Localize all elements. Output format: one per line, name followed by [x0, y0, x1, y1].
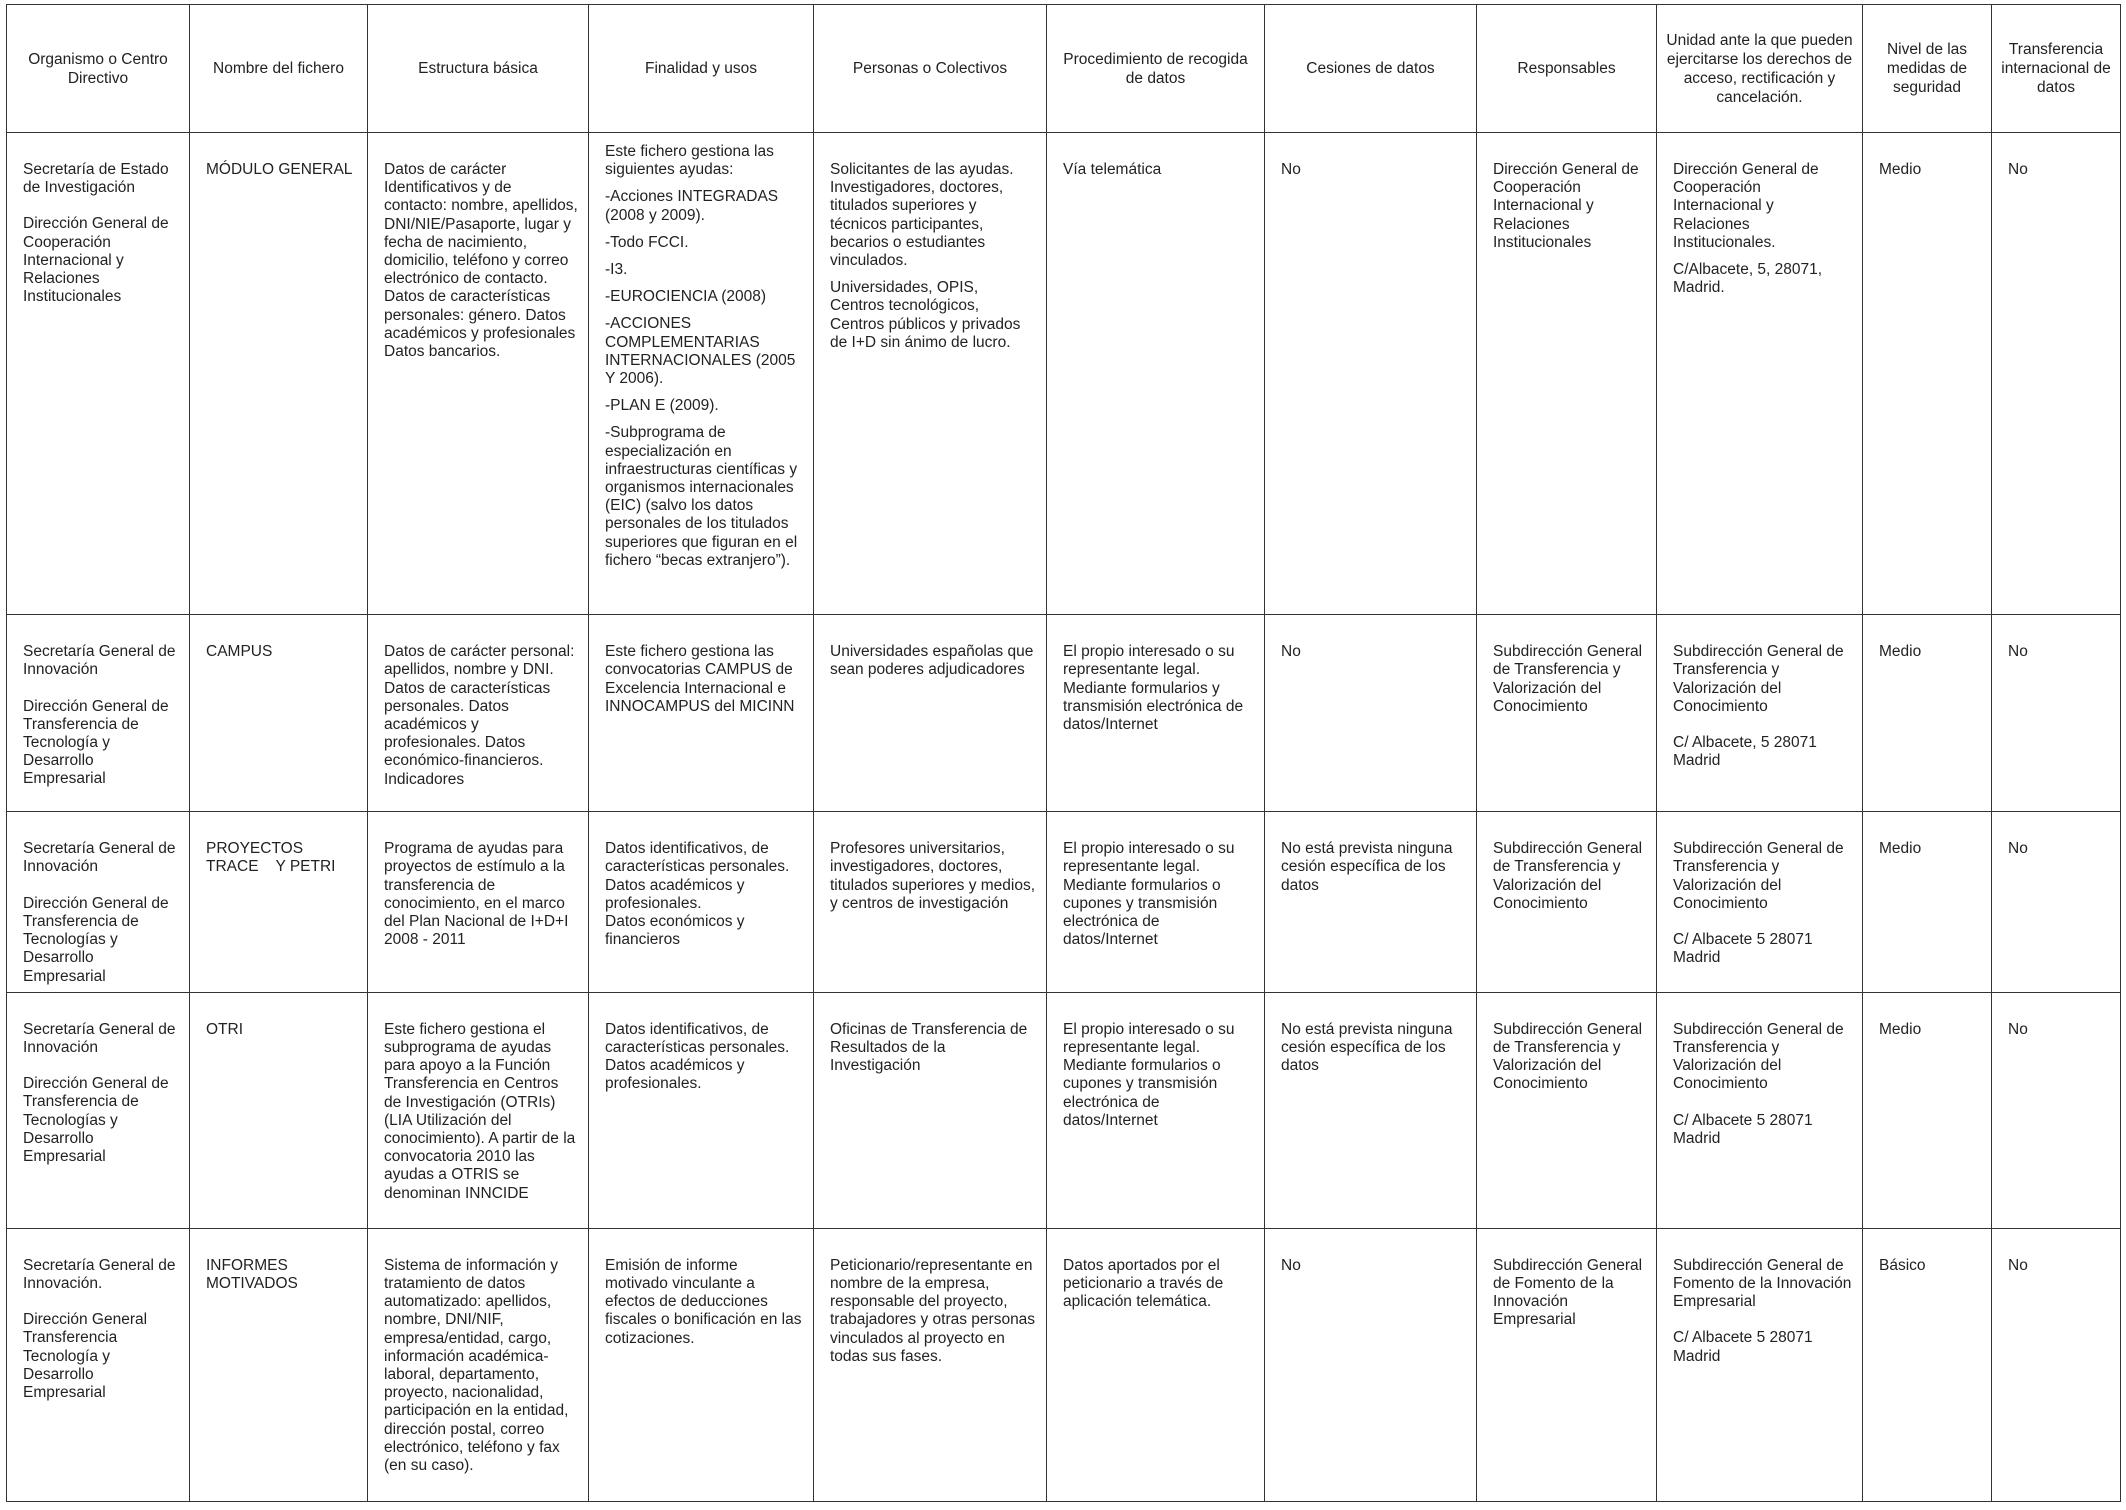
cell-fichero: INFORMES MOTIVADOS [190, 1228, 368, 1501]
cell-fichero: MÓDULO GENERAL [190, 133, 368, 615]
cell-finalidad: Datos identificativos, de características personales. Datos académicos y profesionales. Datos económicos y financieros [589, 812, 814, 992]
cell-nivel: Básico [1863, 1228, 1992, 1501]
cell-transferencia: No [1992, 992, 2121, 1228]
header-personas: Personas o Colectivos [814, 5, 1047, 133]
cell-unidad: Subdirección General de Transferencia y Valorización del Conocimiento C/ Albacete 5 28071 Madrid [1657, 992, 1863, 1228]
table-row [7, 1228, 2121, 1501]
cell-personas: Universidades españolas que sean poderes adjudicadores [814, 615, 1047, 812]
table-row [7, 615, 2121, 812]
cell-organismo: Secretaría General de Innovación Dirección General de Transferencia de Tecnología y Desarrollo Empresarial [7, 615, 190, 812]
cell-organismo: Secretaría General de Innovación Dirección General de Transferencia de Tecnologías y Desarrollo Empresarial [7, 812, 190, 992]
cell-unidad: Dirección General de Cooperación Internacional y Relaciones Institucionales. C/Albacete, 5, 28071, Madrid. [1657, 133, 1863, 615]
cell-personas: Peticionario/representante en nombre de la empresa, responsable del proyecto, trabajadores y otras personas vinculados al proyecto en todas sus fases. [814, 1228, 1047, 1501]
cell-finalidad: Emisión de informe motivado vinculante a efectos de deducciones fiscales o bonificación en las cotizaciones. [589, 1228, 814, 1501]
cell-estructura: Datos de carácter Identificativos y de contacto: nombre, apellidos, DNI/NIE/Pasaporte, lugar y fecha de nacimiento, domicilio, teléfono y correo electrónico de contacto. Datos de características personales: género. Datos académicos y profesionales Datos bancarios. [368, 133, 589, 615]
cell-nivel: Medio [1863, 992, 1992, 1228]
cell-unidad: Subdirección General de Transferencia y Valorización del Conocimiento C/ Albacete, 5 28071 Madrid [1657, 615, 1863, 812]
cell-transferencia: No [1992, 615, 2121, 812]
header-fichero: Nombre del fichero [190, 5, 368, 133]
table-row [7, 133, 2121, 615]
cell-procedimiento: Vía telemática [1047, 133, 1265, 615]
cell-personas: Oficinas de Transferencia de Resultados de la Investigación [814, 992, 1047, 1228]
cell-estructura: Este fichero gestiona el subprograma de ayudas para apoyo a la Función Transferencia en Centros de Investigación (OTRIs) (LIA Utilización del conocimiento). A partir de la convocatoria 2010 las ayudas a OTRIS se denominan INNCIDE [368, 992, 589, 1228]
cell-fichero: PROYECTOS TRACE Y PETRI [190, 812, 368, 992]
header-row [7, 5, 2121, 133]
cell-cesiones: No [1265, 615, 1477, 812]
table-row [7, 812, 2121, 992]
header-estructura: Estructura básica [368, 5, 589, 133]
cell-cesiones: No está prevista ninguna cesión específica de los datos [1265, 992, 1477, 1228]
cell-unidad: Subdirección General de Transferencia y Valorización del Conocimiento C/ Albacete 5 28071 Madrid [1657, 812, 1863, 992]
cell-nivel: Medio [1863, 133, 1992, 615]
header-procedimiento: Procedimiento de recogida de datos [1047, 5, 1265, 133]
cell-nivel: Medio [1863, 615, 1992, 812]
cell-cesiones: No está prevista ninguna cesión específica de los datos [1265, 812, 1477, 992]
cell-organismo: Secretaría General de Innovación. Dirección General Transferencia Tecnología y Desarrollo Empresarial [7, 1228, 190, 1501]
header-finalidad: Finalidad y usos [589, 5, 814, 133]
cell-fichero: CAMPUS [190, 615, 368, 812]
cell-finalidad: Datos identificativos, de características personales. Datos académicos y profesionales. [589, 992, 814, 1228]
cell-transferencia: No [1992, 1228, 2121, 1501]
header-nivel-seguridad: Nivel de las medidas de seguridad [1863, 5, 1992, 133]
header-organismo: Organismo o Centro Directivo [7, 5, 190, 133]
cell-estructura: Datos de carácter personal: apellidos, nombre y DNI. Datos de características personales. Datos académicos y profesionales. Datos económico-financieros. Indicadores [368, 615, 589, 812]
cell-procedimiento: El propio interesado o su representante legal. Mediante formularios o cupones y transmisión electrónica de datos/Internet [1047, 812, 1265, 992]
cell-fichero: OTRI [190, 992, 368, 1228]
cell-organismo: Secretaría de Estado de Investigación Dirección General de Cooperación Internacional y Relaciones Institucionales [7, 133, 190, 615]
cell-cesiones: No [1265, 1228, 1477, 1501]
cell-procedimiento: Datos aportados por el peticionario a través de aplicación telemática. [1047, 1228, 1265, 1501]
cell-personas: Solicitantes de las ayudas. Investigadores, doctores, titulados superiores y técnicos participantes, becarios o estudiantes vinculados. Universidades, OPIS, Centros tecnológicos, Centros públicos y privados de I+D sin ánimo de lucro. [814, 133, 1047, 615]
cell-responsables: Dirección General de Cooperación Internacional y Relaciones Institucionales [1477, 133, 1657, 615]
data-files-table [6, 4, 2121, 1502]
header-transferencia: Transferencia internacional de datos [1992, 5, 2121, 133]
cell-responsables: Subdirección General de Transferencia y Valorización del Conocimiento [1477, 812, 1657, 992]
cell-finalidad: Este fichero gestiona las siguientes ayudas: -Acciones INTEGRADAS (2008 y 2009). -Todo FCCI. -I3. -EUROCIENCIA (2008) -ACCIONES COMPLEMENTARIAS INTERNACIONALES (2005 Y 2006). -PLAN E (2009). -Subprograma de especialización en infraestructuras científicas y organismos internacionales (EIC) (salvo los datos personales de los titulados superiores que figuran en el fichero “becas extranjero”). [589, 133, 814, 615]
cell-estructura: Sistema de información y tratamiento de datos automatizado: apellidos, nombre, DNI/NIF, empresa/entidad, cargo, información académica-laboral, departamento, proyecto, nacionalidad, participación en la entidad, dirección postal, correo electrónico, teléfono y fax (en su caso). [368, 1228, 589, 1501]
header-responsables: Responsables [1477, 5, 1657, 133]
cell-procedimiento: El propio interesado o su representante legal. Mediante formularios y transmisión electrónica de datos/Internet [1047, 615, 1265, 812]
cell-transferencia: No [1992, 812, 2121, 992]
cell-organismo: Secretaría General de Innovación Dirección General de Transferencia de Tecnologías y Desarrollo Empresarial [7, 992, 190, 1228]
cell-nivel: Medio [1863, 812, 1992, 992]
cell-cesiones: No [1265, 133, 1477, 615]
header-unidad-derechos: Unidad ante la que pueden ejercitarse los derechos de acceso, rectificación y cancelación. [1657, 5, 1863, 133]
cell-responsables: Subdirección General de Transferencia y Valorización del Conocimiento [1477, 992, 1657, 1228]
cell-unidad: Subdirección General de Fomento de la Innovación Empresarial C/ Albacete 5 28071 Madrid [1657, 1228, 1863, 1501]
cell-personas: Profesores universitarios, investigadores, doctores, titulados superiores y medios, y centros de investigación [814, 812, 1047, 992]
cell-responsables: Subdirección General de Fomento de la Innovación Empresarial [1477, 1228, 1657, 1501]
cell-procedimiento: El propio interesado o su representante legal. Mediante formularios o cupones y transmisión electrónica de datos/Internet [1047, 992, 1265, 1228]
header-cesiones: Cesiones de datos [1265, 5, 1477, 133]
cell-finalidad: Este fichero gestiona las convocatorias CAMPUS de Excelencia Internacional e INNOCAMPUS del MICINN [589, 615, 814, 812]
table-row [7, 992, 2121, 1228]
cell-responsables: Subdirección General de Transferencia y Valorización del Conocimiento [1477, 615, 1657, 812]
cell-estructura: Programa de ayudas para proyectos de estímulo a la transferencia de conocimiento, en el marco del Plan Nacional de I+D+I 2008 - 2011 [368, 812, 589, 992]
cell-transferencia: No [1992, 133, 2121, 615]
